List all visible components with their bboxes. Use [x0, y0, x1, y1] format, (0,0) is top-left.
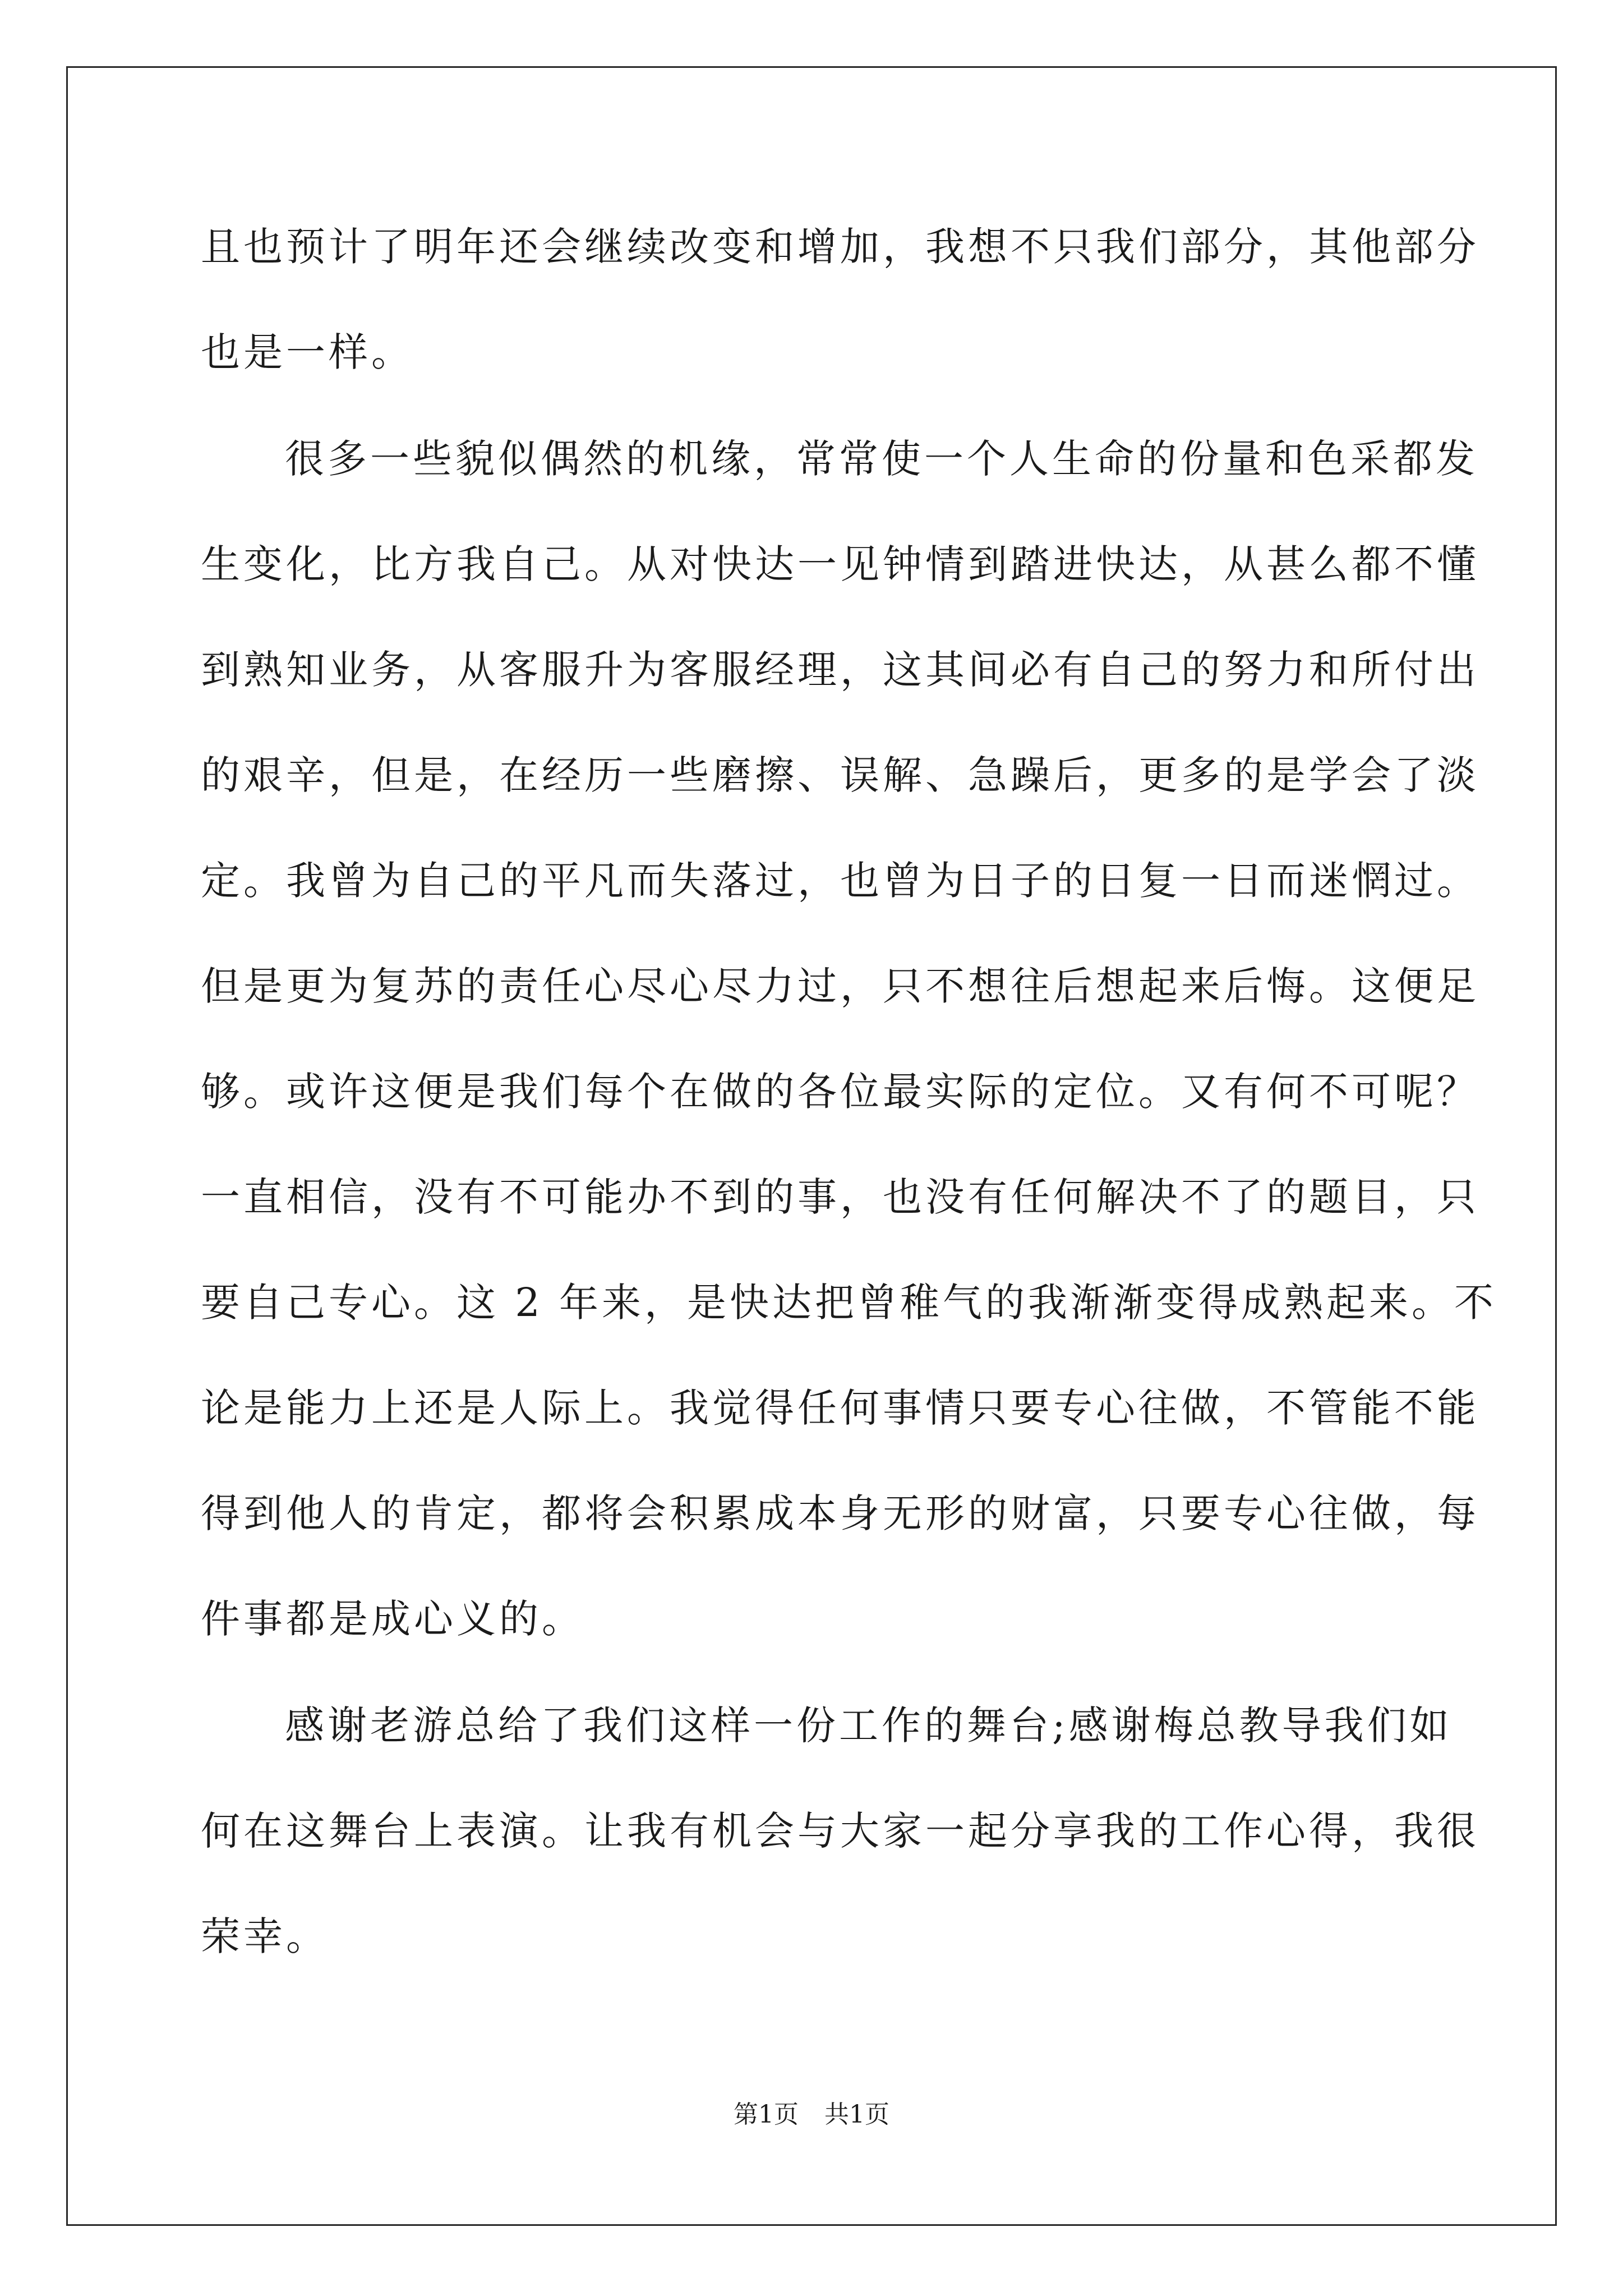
text-line: 得到他人的肯定，都将会积累成本身无形的财富，只要专心往做，每 — [201, 1490, 1479, 1536]
text-line: 荣幸。 — [201, 1913, 329, 1959]
page-border — [66, 66, 1557, 2226]
text-line: 也是一样。 — [201, 329, 414, 375]
text-line: 够。或许这便是我们每个在做的各位最实际的定位。又有何不可呢？ — [201, 1069, 1479, 1115]
text-line: 但是更为复苏的责任心尽心尽力过，只不想往后想起来后悔。这便足 — [201, 963, 1479, 1009]
text-line: 件事都是成心义的。 — [201, 1596, 584, 1642]
text-line: 论是能力上还是人际上。我觉得任何事情只要专心往做，不管能不能 — [201, 1385, 1479, 1431]
page-footer — [0, 2098, 1623, 2132]
text-line: 要自己专心。这 2 年来，是快达把曾稚气的我渐渐变得成熟起来。不 — [201, 1280, 1497, 1326]
text-line: 定。我曾为自己的平凡而失落过，也曾为日子的日复一日而迷惘过。 — [201, 858, 1479, 904]
text-line: 且也预计了明年还会继续改变和增加，我想不只我们部分，其他部分 — [201, 224, 1479, 270]
text-line: 很多一些貌似偶然的机缘，常常使一个人生命的份量和色采都发 — [285, 436, 1478, 482]
text-line: 到熟知业务，从客服升为客服经理，这其间必有自己的努力和所付出 — [201, 647, 1479, 693]
page-total: 共1页 — [824, 2100, 889, 2129]
text-line: 何在这舞台上表演。让我有机会与大家一起分享我的工作心得，我很 — [201, 1808, 1479, 1854]
page-number: 第1页 — [734, 2100, 799, 2129]
text-line: 的艰辛，但是，在经历一些磨擦、误解、急躁后，更多的是学会了淡 — [201, 752, 1479, 798]
text-line: 一直相信，没有不可能办不到的事，也没有任何解决不了的题目，只 — [201, 1174, 1479, 1220]
text-line: 感谢老游总给了我们这样一份工作的舞台;感谢梅总教导我们如 — [285, 1703, 1453, 1749]
text-line: 生变化，比方我自己。从对快达一见钟情到踏进快达，从甚么都不懂 — [201, 541, 1479, 587]
